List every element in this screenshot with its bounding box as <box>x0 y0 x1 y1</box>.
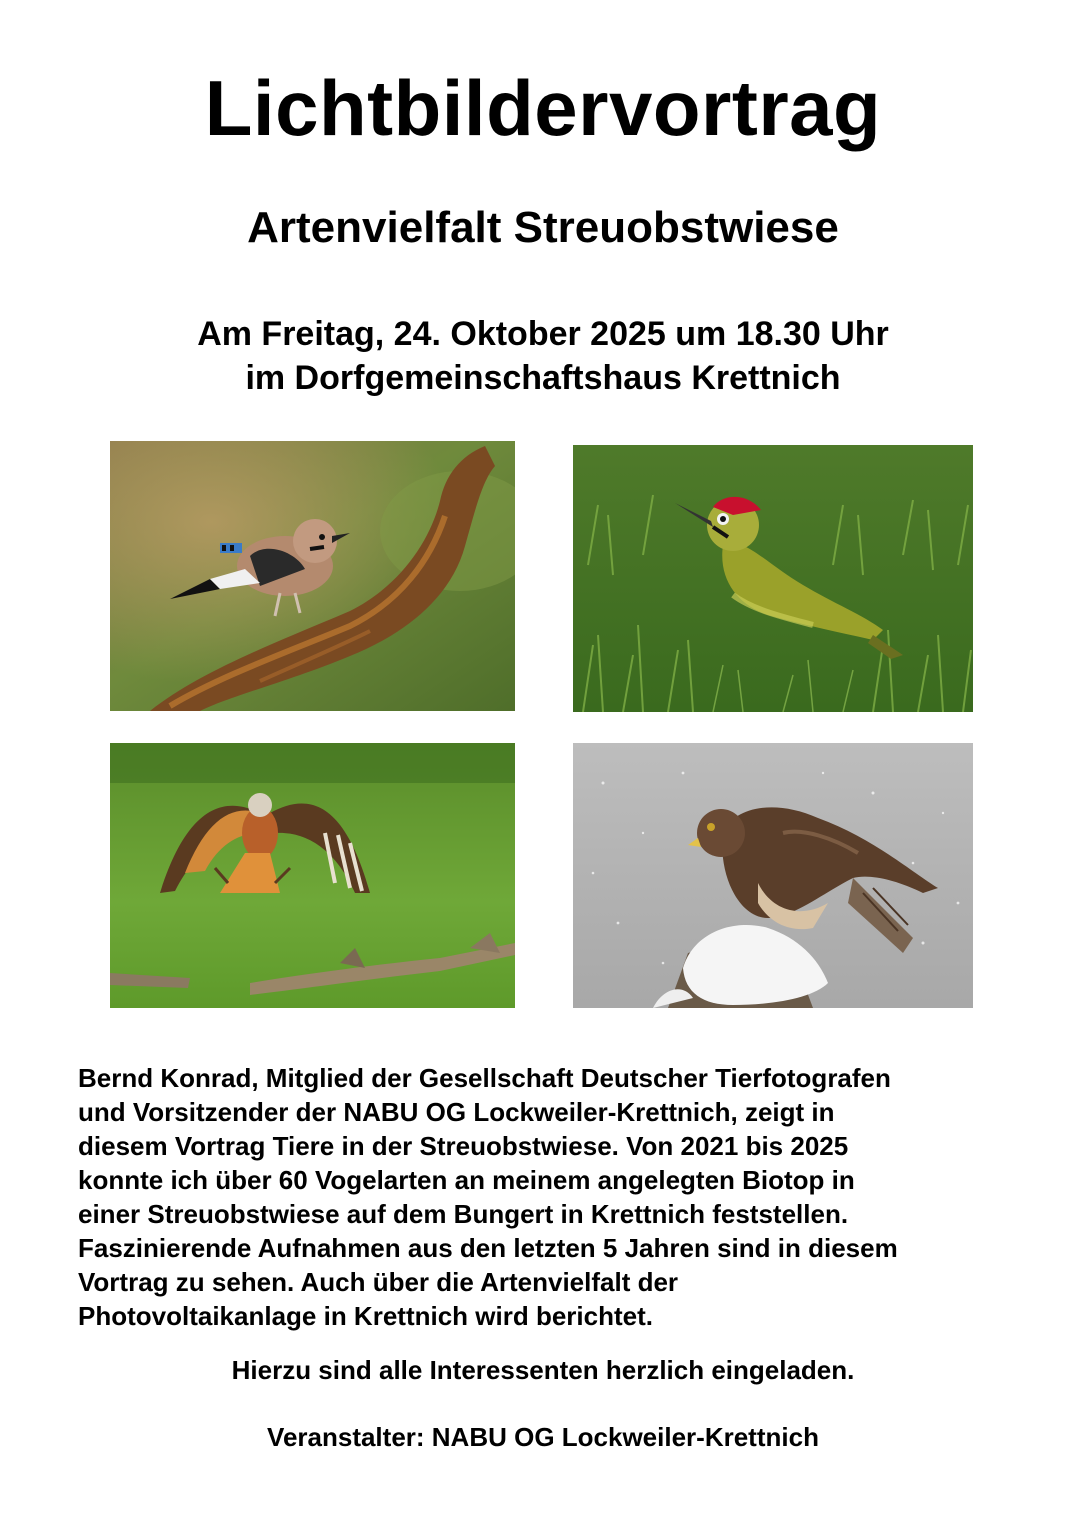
photo-jay <box>110 441 515 711</box>
event-details <box>0 312 1086 400</box>
poster-subtitle: Artenvielfalt Streuobstwiese <box>247 203 839 252</box>
description-line: einer Streuobstwiese auf dem Bungert in Krettnich feststellen. <box>78 1199 849 1229</box>
description-line: Photovoltaikanlage in Krettnich wird berichtet. <box>78 1301 653 1331</box>
description <box>78 1061 1018 1333</box>
jay-illustration <box>110 441 515 711</box>
photo-buzzard <box>573 743 973 1008</box>
description-line: und Vorsitzender der NABU OG Lockweiler-Krettnich, zeigt in <box>78 1097 835 1127</box>
description-line: Faszinierende Aufnahmen aus den letzten 5 Jahren sind in diesem <box>78 1233 898 1263</box>
description-line: Vortrag zu sehen. Auch über die Artenvielfalt der <box>78 1267 679 1297</box>
invitation: Hierzu sind alle Interessenten herzlich eingeladen. <box>231 1355 855 1385</box>
event-date: Am Freitag, 24. Oktober 2025 um 18.30 Uhr <box>197 315 889 353</box>
poster-title: Lichtbildervortrag <box>204 64 882 152</box>
photo-red-kite <box>110 743 515 1008</box>
description-line: Bernd Konrad, Mitglied der Gesellschaft Deutscher Tierfotografen <box>78 1063 891 1093</box>
description-line: konnte ich über 60 Vogelarten an meinem angelegten Biotop in <box>78 1165 855 1195</box>
event-venue: im Dorfgemeinschaftshaus Krettnich <box>245 359 841 397</box>
photo-woodpecker <box>573 445 973 712</box>
buzzard-illustration <box>573 743 973 1008</box>
woodpecker-illustration <box>573 445 973 712</box>
description-line: diesem Vortrag Tiere in der Streuobstwiese. Von 2021 bis 2025 <box>78 1131 849 1161</box>
organizer: Veranstalter: NABU OG Lockweiler-Krettnich <box>267 1422 819 1452</box>
red-kite-illustration <box>110 743 515 1008</box>
